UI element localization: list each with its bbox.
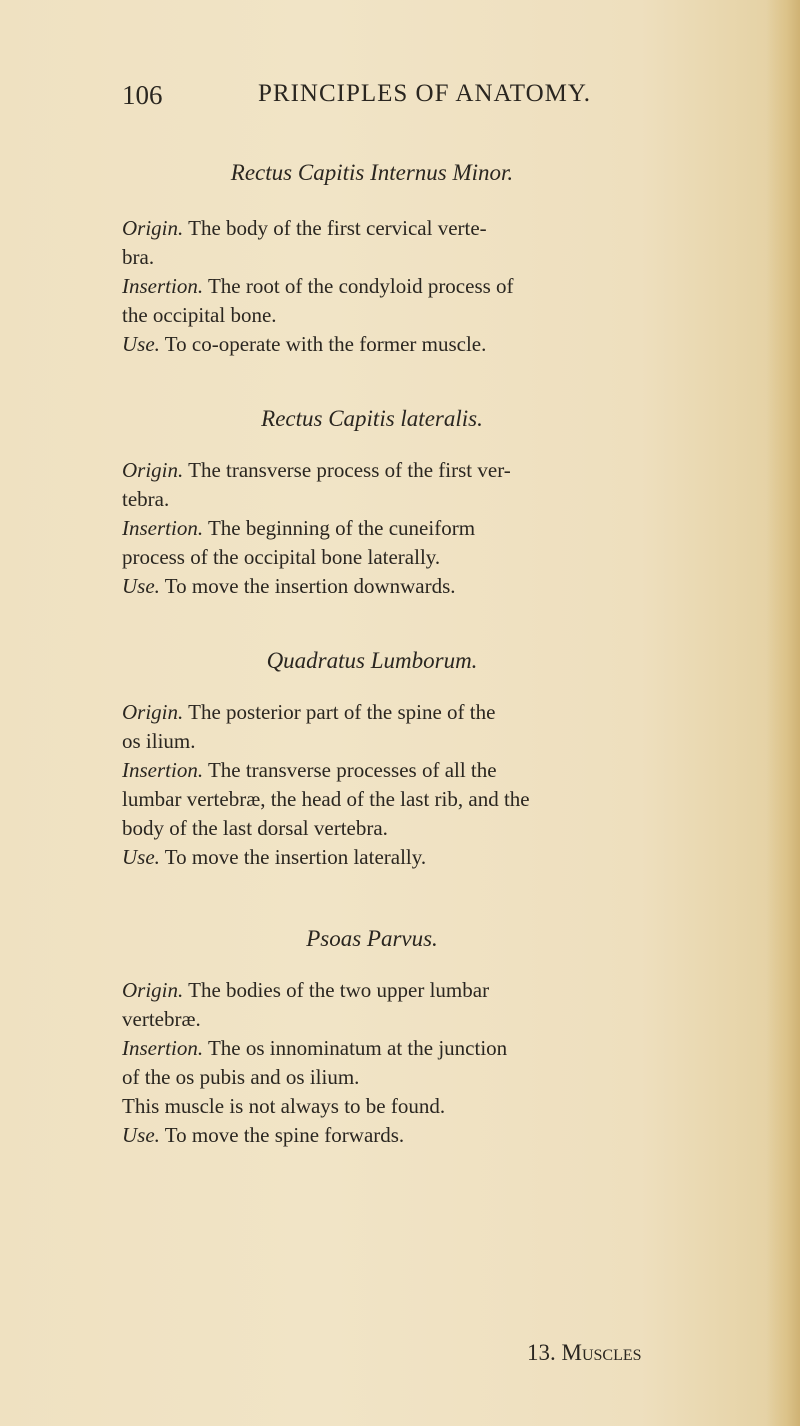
text-line xyxy=(122,214,622,243)
line-term: Insertion. xyxy=(122,1036,204,1060)
line-text: The beginning of the cuneiform xyxy=(203,516,476,540)
text-line xyxy=(122,727,622,756)
line-text: To co-operate with the former muscle. xyxy=(159,332,487,356)
line-text: The body of the first cervical verte- xyxy=(183,216,487,240)
running-title: PRINCIPLES OF ANATOMY. xyxy=(258,80,591,107)
text-line xyxy=(122,785,622,814)
line-text: os ilium. xyxy=(122,729,196,753)
line-text: body of the last dorsal vertebra. xyxy=(122,816,388,840)
line-text: The bodies of the two upper lumbar xyxy=(183,978,490,1002)
line-term: Use. xyxy=(122,574,160,598)
text-line xyxy=(122,843,622,872)
page-number: 106 xyxy=(122,80,163,110)
line-term: Use. xyxy=(122,332,160,356)
line-text: the occipital bone. xyxy=(122,303,277,327)
line-text: lumbar vertebræ, the head of the last rib, and the xyxy=(122,787,530,811)
text-line xyxy=(122,485,622,514)
text-line xyxy=(122,1005,622,1034)
text-line xyxy=(122,543,622,572)
text-line xyxy=(122,698,622,727)
text-line xyxy=(122,1092,622,1121)
line-text: The root of the condyloid process of xyxy=(203,274,514,298)
line-text: To move the insertion downwards. xyxy=(159,574,456,598)
catchword xyxy=(527,1340,642,1366)
text-line xyxy=(122,976,622,1005)
text-line xyxy=(122,756,622,785)
line-term: Insertion. xyxy=(122,758,204,782)
catchword-word: Muscles xyxy=(561,1340,642,1365)
section-rectus-capitis-lateralis xyxy=(122,406,622,601)
text-line xyxy=(122,814,622,843)
line-term: Origin. xyxy=(122,700,184,724)
text-line xyxy=(122,243,622,272)
catchword-number: 13. xyxy=(527,1340,556,1365)
text-line xyxy=(122,301,622,330)
line-term: Use. xyxy=(122,1123,160,1147)
text-line xyxy=(122,330,622,359)
line-term: Use. xyxy=(122,845,160,869)
line-text: bra. xyxy=(122,245,155,269)
line-text: To move the insertion laterally. xyxy=(159,845,427,869)
section-quadratus-lumborum xyxy=(122,648,622,872)
text-line xyxy=(122,272,622,301)
line-text: This muscle is not always to be found. xyxy=(122,1094,446,1118)
line-term: Origin. xyxy=(122,978,184,1002)
line-text: process of the occipital bone laterally. xyxy=(122,545,441,569)
section-heading: Rectus Capitis Internus Minor. xyxy=(230,160,514,185)
section-heading: Rectus Capitis lateralis. xyxy=(261,406,483,431)
page-edge-shading xyxy=(766,0,800,1426)
line-text: vertebræ. xyxy=(122,1007,201,1031)
section-psoas-parvus xyxy=(122,926,622,1150)
running-head xyxy=(122,80,622,120)
line-text: The transverse process of the first ver- xyxy=(183,458,511,482)
line-term: Origin. xyxy=(122,458,184,482)
line-term: Insertion. xyxy=(122,516,204,540)
section-heading: Psoas Parvus. xyxy=(306,926,438,951)
line-term: Origin. xyxy=(122,216,184,240)
section-heading: Quadratus Lumborum. xyxy=(266,648,478,673)
text-line xyxy=(122,456,622,485)
line-term: Insertion. xyxy=(122,274,204,298)
text-line xyxy=(122,572,622,601)
line-text: To move the spine forwards. xyxy=(159,1123,405,1147)
line-text: The os innominatum at the junction xyxy=(203,1036,508,1060)
section-rectus-capitis-internus-minor xyxy=(122,160,622,359)
text-line xyxy=(122,514,622,543)
line-text: tebra. xyxy=(122,487,170,511)
line-text: The transverse processes of all the xyxy=(203,758,497,782)
line-text: The posterior part of the spine of the xyxy=(183,700,496,724)
text-line xyxy=(122,1034,622,1063)
text-line xyxy=(122,1063,622,1092)
line-text: of the os pubis and os ilium. xyxy=(122,1065,360,1089)
text-line xyxy=(122,1121,622,1150)
